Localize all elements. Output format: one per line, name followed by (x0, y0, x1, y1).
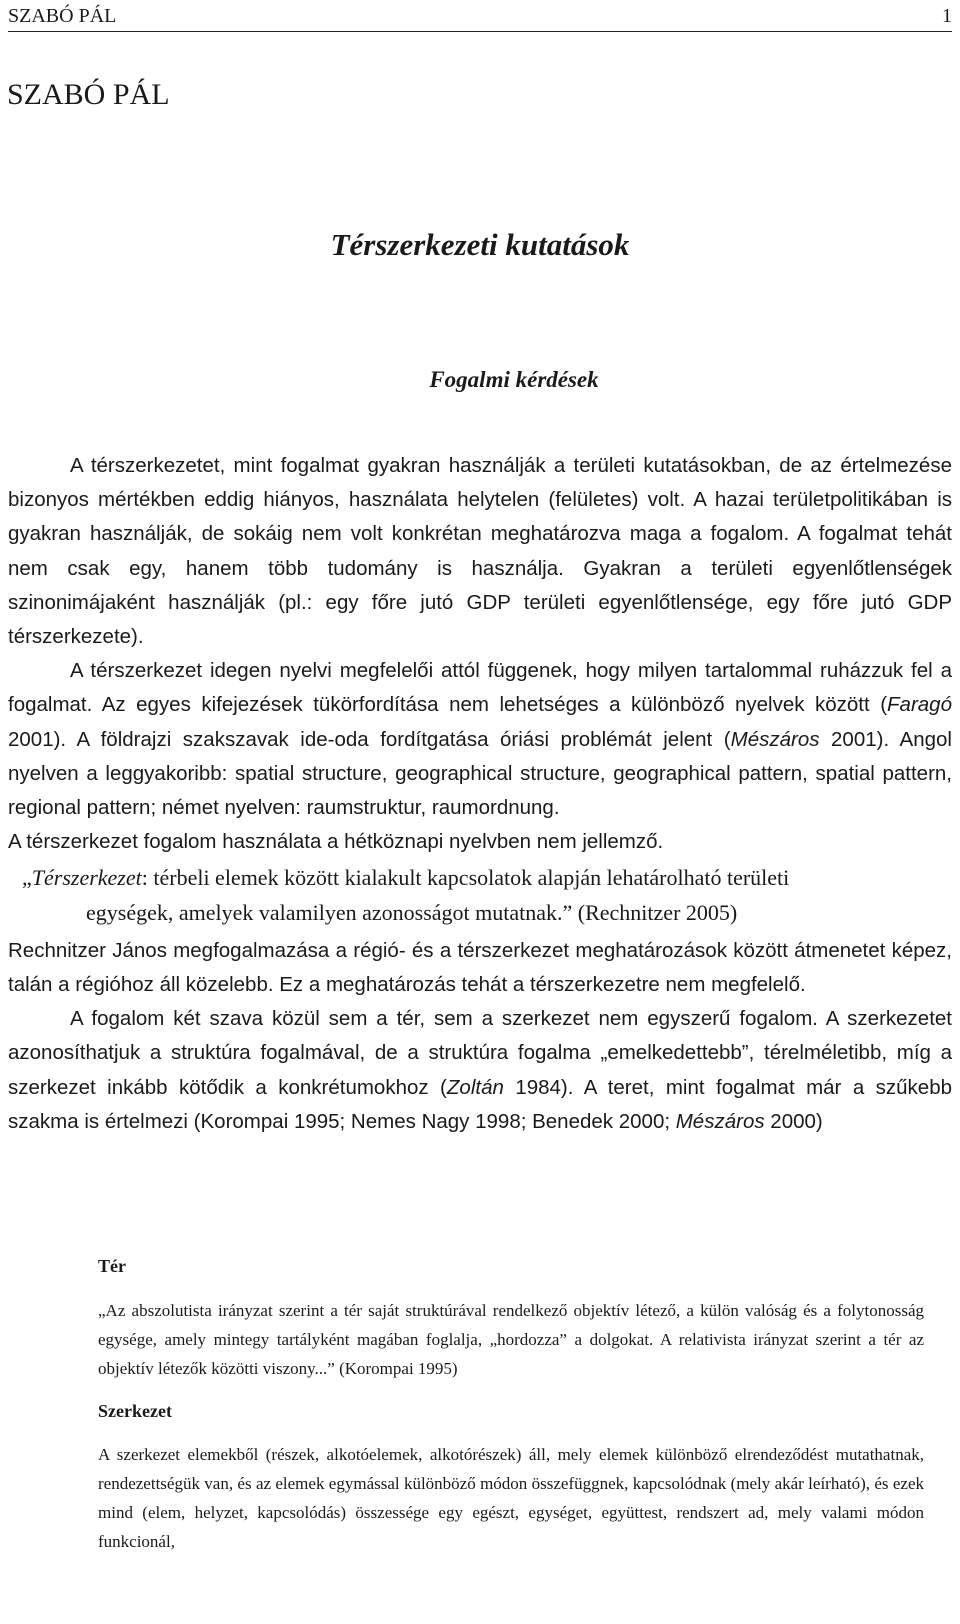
main-text (8, 449, 952, 1139)
heading-ter: Tér (98, 1256, 126, 1276)
author-name: SZABÓ PÁL (7, 78, 170, 111)
citation-zoltan: Zoltán (446, 1075, 504, 1099)
quote-term: Térszerkezet (31, 865, 142, 891)
definition-quote: „Térszerkezet: térbeli elemek között kialakult kapcsolatok alapján lehatárolható területi egységek, amelyek valamilyen azonosságot mutatnak.” (Rechnitzer 2005) (22, 865, 790, 925)
running-header (8, 4, 952, 32)
citation-meszaros: Mészáros (730, 727, 820, 751)
heading-szerkezet: Szerkezet (98, 1401, 172, 1421)
section-title: Fogalmi kérdések (429, 367, 599, 392)
page-title: Térszerkezeti kutatások (330, 227, 630, 262)
definition-ter: „Az abszolutista irányzat szerint a tér saját struktúrával rendelkező objektív létező, a külön valóság és a folytonosság egysége, amely mintegy tartályként magában foglalja, „hordozza” a dolgokat. A relativista irányzat szerint a tér az objektív létezők közötti viszony...” (Korompai 1995) (98, 1301, 924, 1378)
citation-meszaros-2000: Mészáros (675, 1109, 765, 1133)
paragraph-1: A térszerkezetet, mint fogalmat gyakran használják a területi kutatásokban, de az értelmezése bizonyos mértékben eddig hiányos, használata helytelen (felületes) volt. A hazai területpolitikában is gyakran használják, de sokáig nem volt konkrétan meghatározva maga a fogalom. A fogalmat tehát nem csak egy, hanem több tudomány is használja. Gyakran a területi egyenlőtlenségek szinonimájaként használják (pl.: egy főre jutó GDP területi egyenlőtlensége, egy főre jutó GDP térszerkezete). (8, 454, 952, 649)
definition-szerkezet: A szerkezet elemekből (részek, alkotóelemek, alkotórészek) áll, mely elemek különböző elrendeződést mutathatnak, rendezettségük van, és az elemek egymással különböző módon összefüggnek, kapcsolódnak (mely akár leírható), és ezek mind (elem, helyzet, kapcsolódás) összessége egy egészt, egységet, együttest, rendszert ad, mely valami módon funkcionál, (98, 1445, 924, 1551)
paragraph-2: A térszerkezet idegen nyelvi megfelelői attól függenek, hogy milyen tartalommal ruházzuk fel a fogalmat. Az egyes kifejezések tükörfordítása nem lehetséges a különböző nyelvek között (Faragó 2001). A földrajzi szakszavak ide-oda fordítgatása óriási problémát jelent (Mészáros 2001). Angol nyelven a leggyakoribb: spatial structure, geographical structure, geographical pattern, spatial pattern, regional pattern; német nyelven: raumstruktur, raumordnung. (8, 659, 952, 820)
paragraph-3: A térszerkezet fogalom használata a hétköznapi nyelvben nem jellemző. (8, 830, 664, 854)
definitions-block (98, 1252, 924, 1556)
running-title: SZABÓ PÁL (8, 5, 117, 27)
citation-farago: Faragó (887, 693, 952, 717)
paragraph-4: Rechnitzer János megfogalmazása a régió- és a térszerkezet meghatározások között átmenetet képez, talán a régióhoz áll közelebb. Ez a meghatározás tehát a térszerkezetre nem megfelelő. (8, 938, 952, 997)
quote-source: (Rechnitzer 2005) (577, 899, 738, 925)
page-number: 1 (942, 5, 952, 27)
paragraph-5: A fogalom két szava közül sem a tér, sem a szerkezet nem egyszerű fogalom. A szerkezetet azonosíthatjuk a struktúra fogalmával, de a struktúra fogalma „emelkedettebb”, térelméletibb, míg a szerkezet inkább kötődik a konkrétumokhoz (Zoltán 1984). A teret, mint fogalmat már a szűkebb szakma is értelmezi (Korompai 1995; Nemes Nagy 1998; Benedek 2000; Mészáros 2000) (8, 1007, 953, 1133)
